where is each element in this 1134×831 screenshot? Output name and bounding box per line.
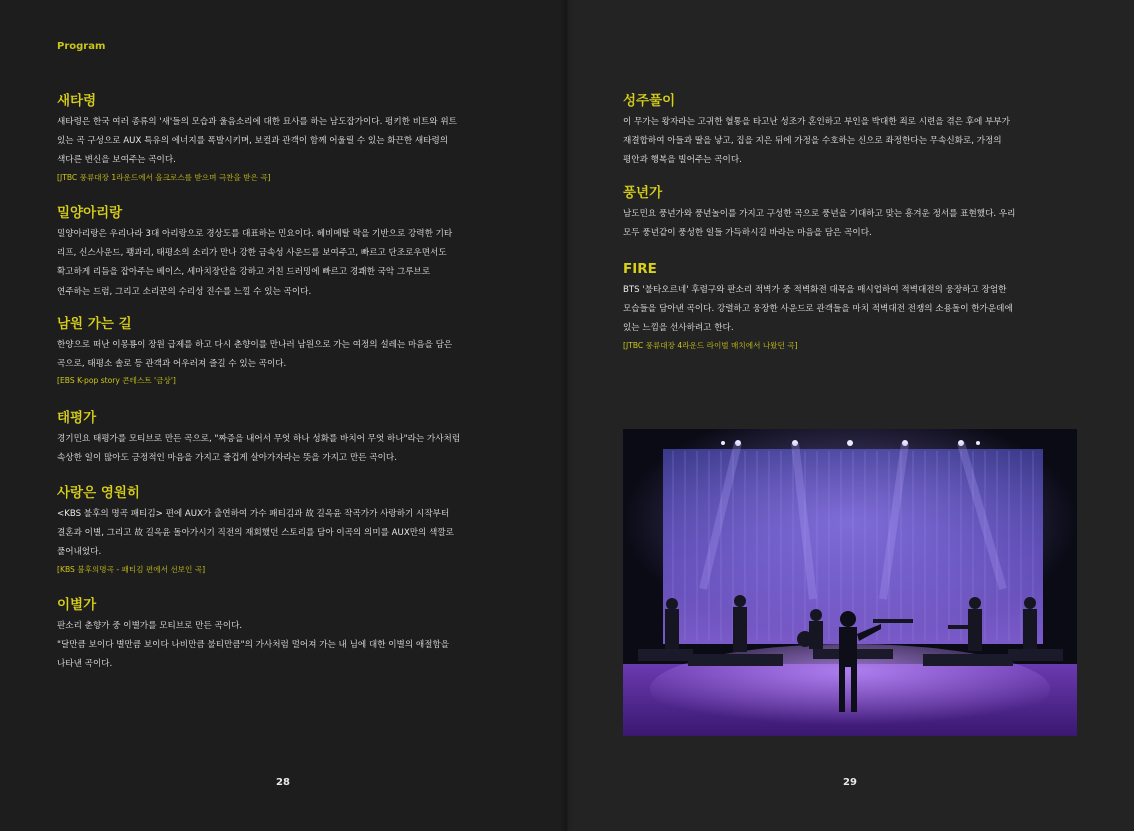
song-title: 남원 가는 길 — [57, 316, 132, 332]
song-description: 남도민요 풍년가와 풍년놀이를 가지고 구성한 곡으로 풍년을 기대하고 맞는 흥겨운 정서를 표현했다. 우리 모두 풍년같이 풍성한 일들 가득하시길 바라는 마음을 담은 곡이다. — [623, 209, 1016, 239]
song-title: 풍년가 — [623, 185, 663, 201]
song-description: BTS '불타오르네' 후렴구와 판소리 적벽가 중 적벽화전 대목을 매시업하여 적벽대전의 웅장하고 장엄한 모습들을 담아낸 곡이다. 강렬하고 웅장한 사운드로 관객들을 마치 적벽대전 전쟁의 소용돌이 한가운데에 있는 느낌을 선사하려고 한다. — [623, 285, 1013, 334]
song-description: 밀양아리랑은 우리나라 3대 아리랑으로 경상도를 대표하는 민요이다. 헤비메탈 락을 기반으로 강력한 기타 리프, 신스사운드, 꽹과리, 태평소의 소리가 만나 강한 금속성 사운드를 보여주고, 빠르고 단조로우면서도 확고하게 리듬을 잡아주는 베이스, 세마치장단을 강하고 거친 드러밍에 빠르고 경쾌한 국악 그루브로 연주하는 드럼, 그리고 소리꾼의 수리성 진수를 느낄 수 있는 곡이다. — [57, 229, 453, 297]
song-section-ibyeolga — [57, 597, 512, 675]
concert-stage-photo — [623, 429, 1077, 736]
song-title: 새타령 — [57, 93, 97, 109]
song-title: 태평가 — [57, 410, 97, 426]
song-credit: [JTBC 풍류대장 4라운드 라이벌 매치에서 나왔던 곡] — [623, 340, 798, 350]
song-section-saetaryeong — [57, 93, 512, 185]
song-title: 사랑은 영원히 — [57, 485, 140, 501]
running-head: Program — [57, 41, 106, 52]
page-number-left: 28 — [276, 777, 290, 788]
song-title: FIRE — [623, 261, 657, 277]
song-description: 이 무가는 왕자라는 고귀한 혈통을 타고난 성조가 혼인하고 부인을 박대한 죄로 시련을 겪은 후에 부부가 재결합하여 아들과 딸을 낳고, 집을 지은 뒤에 가정을 수호하는 신으로 좌정한다는 무속신화로, 가정의 평안과 행복을 빌어주는 곡이다. — [623, 117, 1010, 166]
song-description: 새타령은 한국 여러 종류의 '새'들의 모습과 울음소리에 대한 묘사를 하는 남도잡가이다. 펑키한 비트와 위트 있는 곡 구성으로 AUX 특유의 에너지를 폭발시키며, 보컬과 관객이 함께 어울릴 수 있는 화끈한 새타령의 색다른 변신을 보여주는 곡이다. — [57, 117, 457, 166]
song-section-taepyeongga — [57, 410, 512, 468]
song-description: 한양으로 떠난 이몽룡이 장원 급제를 하고 다시 춘향이를 만나러 남원으로 가는 여정의 설레는 마음을 담은 곡으로, 태평소 솔로 등 관객과 어우러져 즐길 수 있는 곡이다. — [57, 340, 453, 370]
song-description: <KBS 불후의 명곡 패티김> 편에 AUX가 출연하여 가수 패티김과 故 길옥윤 작곡가가 사랑하기 시작부터 결혼과 이별, 그리고 故 길옥윤 돌아가시기 직전의 재회했던 스토리를 담아 이곡의 의미를 AUX만의 색깔로 풀어내었다. — [57, 509, 454, 558]
song-section-miryang-arirang — [57, 205, 512, 302]
song-title: 밀양아리랑 — [57, 205, 123, 221]
song-section-seongjupuri — [623, 93, 1073, 171]
song-section-pungnyeonga — [623, 185, 1073, 243]
song-credit: [JTBC 풍류대장 1라운드에서 올크로스를 받으며 극찬을 받은 곡] — [57, 172, 271, 182]
song-section-love-forever — [57, 485, 512, 577]
song-credit: [EBS K-pop story 콘테스트 '금상'] — [57, 376, 176, 386]
book-gutter — [560, 0, 574, 831]
song-title: 이별가 — [57, 597, 97, 613]
song-section-fire — [623, 261, 1073, 353]
page-number-right: 29 — [843, 777, 857, 788]
song-description: 경기민요 태평가를 모티브로 만든 곡으로, "짜증을 내어서 무엇 하나 성화를 바치어 무엇 하나"라는 가사처럼 속상한 일이 많아도 긍정적인 마음을 가지고 즐겁게 살아가자라는 뜻을 가지고 만든 곡이다. — [57, 434, 461, 464]
song-section-namwon-road — [57, 316, 512, 388]
song-description: 판소리 춘향가 중 이별가를 모티브로 만든 곡이다. "달만큼 보이다 별만큼 보이다 나비만큼 불티만큼"의 가사처럼 멀어져 가는 내 님에 대한 이별의 애절함을 나타낸 곡이다. — [57, 621, 450, 670]
song-credit: [KBS 불후의명곡 - 패티김 편에서 선보인 곡] — [57, 564, 206, 574]
song-title: 성주풀이 — [623, 93, 676, 109]
